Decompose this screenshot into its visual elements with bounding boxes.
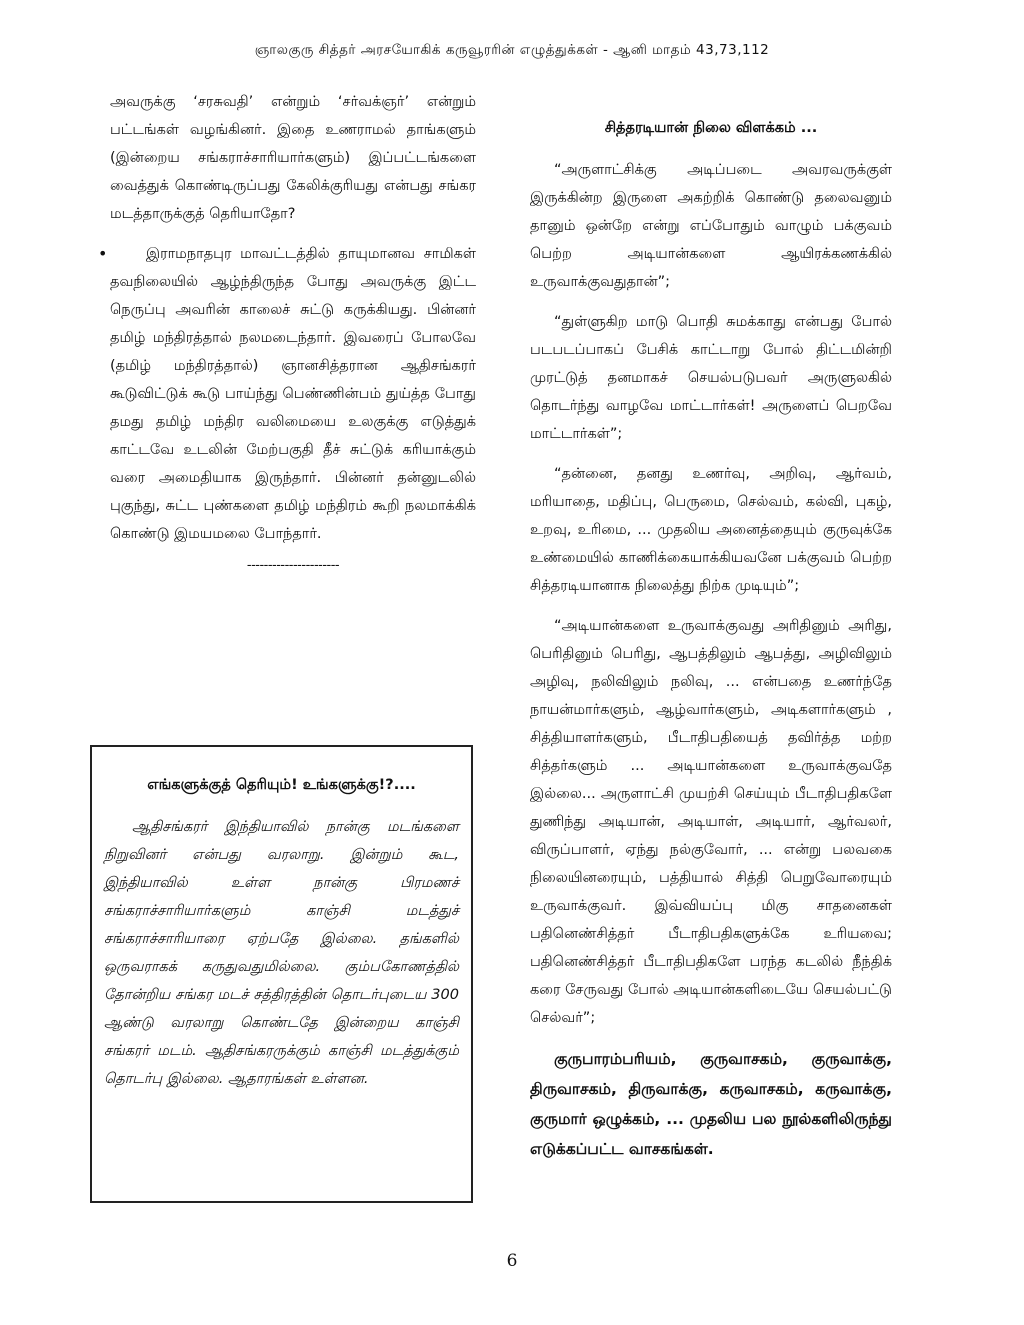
lead-paragraph: அவருக்கு ‘சரசுவதி’ என்றும் ‘சர்வக்ஞர்’ என்றும் பட்டங்கள் வழங்கினர். இதை உணராமல் தாங்களும் (இன்றைய சங்கராச்சாரியார்களும்) இப்பட்டங்களை வைத்துக் கொண்டிருப்பது கேலிக்குரியது என்பது சங்கர மடத்தாருக்குத் தெரியாதோ? (110, 94, 476, 222)
bullet-item (98, 240, 476, 548)
section-title: சித்தரடியான் நிலை விளக்கம் ... (604, 120, 818, 136)
lead-paragraph-block (110, 88, 476, 228)
page-number: 6 (506, 1251, 518, 1271)
quote-text: “தன்னை, தனது உணர்வு, அறிவு, ஆர்வம், மரியாதை, மதிப்பு, பெருமை, செல்வம், கல்வி, புகழ், உறவு, உரிமை, ... முதலிய அனைத்தையும் குருவுக்கே உண்மையில் காணிக்கையாக்கியவனே பக்குவம் பெற்ற சித்தரடியானாக நிலைத்து நிற்க முடியும்”; (530, 466, 892, 594)
info-box-text: ஆதிசங்கரர் இந்தியாவில் நான்கு மடங்களை நிறுவினர் என்பது வரலாறு. இன்றும் கூட, இந்தியாவில் உள்ள நான்கு பிரமணச் சங்கராச்சாரியார்களும் காஞ்சி மடத்துச் சங்கராச்சாரியாரை ஏற்பதே இல்லை. தங்களில் ஒருவராகக் கருதுவதுமில்லை. கும்பகோணத்தில் தோன்றிய சங்கர மடச் சத்திரத்தின் தொடர்புடைய 300 ஆண்டு வரலாறு கொண்டதே இன்றைய காஞ்சி சங்கரர் மடம். ஆதிசங்கரருக்கும் காஞ்சி மடத்துக்கும் தொடர்பு இல்லை. ஆதாரங்கள் உள்ளன. (104, 819, 459, 1087)
section-divider: ---------------------- (246, 558, 340, 573)
closing-text: குருபாரம்பரியம், குருவாசகம், குருவாக்கு, திருவாசகம், திருவாக்கு, கருவாசகம், கருவாக்கு, குருமார் ஒழுக்கம், ... முதலிய பல நூல்களிலிருந்து எடுக்கப்பட்ட வாசகங்கள். (530, 1050, 892, 1158)
bullet-icon: • (98, 244, 108, 263)
quote-item (530, 308, 892, 448)
quote-text: “அருளாட்சிக்கு அடிப்படை அவரவருக்குள் இருக்கின்ற இருளை அகற்றிக் கொண்டு தலைவனும் தானும் ஒன்றே என்று எப்போதும் வாழும் பக்குவம் பெற்ற அடியான்களை ஆயிரக்கணக்கில் உருவாக்குவதுதான்”; (530, 162, 892, 290)
closing-block (530, 1044, 892, 1164)
left-column (98, 88, 476, 573)
bullet-paragraph: இராமநாதபுர மாவட்டத்தில் தாயுமானவ சாமிகள் தவநிலையில் ஆழ்ந்திருந்த போது அவருக்கு இட்ட நெருப்பு அவரின் காலைச் சுட்டு கருக்கியது. பின்னர் தமிழ் மந்திரத்தால் நலமடைந்தார். இவரைப் போலவே (தமிழ் மந்திரத்தால்) ஞானசித்தரான ஆதிசங்கரர் கூடுவிட்டுக் கூடு பாய்ந்து பெண்ணின்பம் துய்த்த போது தமது தமிழ் மந்திர வலிமையை உலகுக்கு எடுத்துக் காட்டவே உடலின் மேற்பகுதி தீச் சுட்டுக் கரியாக்கும் வரை அமைதியாக இருந்தார். பின்னர் தன்னுடலில் புகுந்து, சுட்ட புண்களை தமிழ் மந்திரம் கூறி நலமாக்கிக் கொண்டு இமயமலை போந்தார். (110, 246, 476, 542)
quote-text: “துள்ளுகிற மாடு பொதி சுமக்காது என்பது போல் படபடப்பாகப் பேசிக் காட்டாறு போல் திட்டமின்றி முரட்டுத் தனமாகச் செயல்படுபவர் அருளுலகில் தொடர்ந்து வாழவே மாட்டார்கள்! அருளைப் பெறவே மாட்டார்கள்”; (530, 314, 892, 442)
right-column (530, 88, 892, 1164)
quote-text: “அடியான்களை உருவாக்குவது அரிதினும் அரிது, பெரிதினும் பெரிது, ஆபத்திலும் ஆபத்து, அழிவிலும் அழிவு, நலிவிலும் நலிவு, ... என்பதை உணர்ந்தே நாயன்மார்களும், ஆழ்வார்களும், அடிகளார்களும் , சித்தியாளர்களும், பீடாதிபதியைத் தவிர்த்த மற்ற சித்தர்களும் ... அடியான்களை உருவாக்குவதே இல்லை... அருளாட்சி முயற்சி செய்யும் பீடாதிபதிகளே துணிந்து அடியான், அடியாள், அடியார், ஆர்வலர், விருப்பாளர், ஏந்து நல்குவோர், ... என்று பலவகை நிலையினரையும், பத்தியால் சித்தி பெறுவோரையும் உருவாக்குவர். இவ்வியப்பு மிகு சாதனைகள் பதினெண்சித்தர் பீடாதிபதிகளுக்கே உரியவை; பதினெண்சித்தர் பீடாதிபதிகளே பரந்த கடலில் நீந்திக் கரை சேருவது போல் அடியான்களிடையே செயல்பட்டு செல்வர்”; (530, 618, 892, 1026)
quote-item (530, 460, 892, 600)
running-header: ஞாலகுரு சித்தர் அரசயோகிக் கருவூரரின் எழுத்துக்கள் - ஆனி மாதம் 43,73,112 (254, 42, 770, 58)
info-box (90, 745, 473, 1203)
quote-item (530, 612, 892, 1032)
info-box-body (104, 813, 459, 1093)
info-box-title: எங்களுக்குத் தெரியும்! உங்களுக்கு!?.... (147, 777, 416, 793)
quote-item (530, 156, 892, 296)
